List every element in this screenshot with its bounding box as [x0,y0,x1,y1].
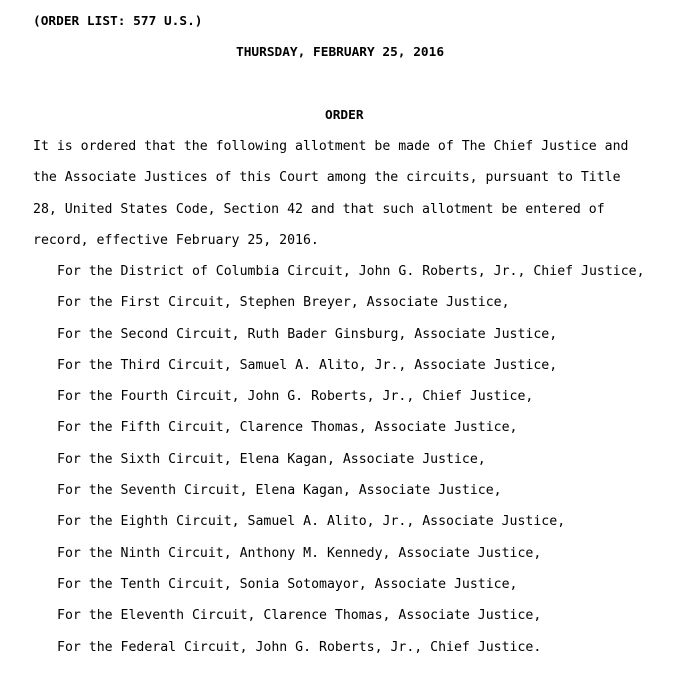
order-paragraph-line: It is ordered that the following allotment be made of The Chief Justice and [33,139,629,154]
allotment-line: For the Tenth Circuit, Sonia Sotomayor, Associate Justice, [57,577,518,592]
order-title: ORDER [325,108,364,123]
allotment-line: For the Sixth Circuit, Elena Kagan, Associate Justice, [57,452,486,467]
allotment-line: For the Seventh Circuit, Elena Kagan, Associate Justice, [57,483,502,498]
allotment-line: For the Eleventh Circuit, Clarence Thomas, Associate Justice, [57,608,542,623]
allotment-line: For the Ninth Circuit, Anthony M. Kennedy, Associate Justice, [57,546,542,561]
allotment-line: For the First Circuit, Stephen Breyer, Associate Justice, [57,295,510,310]
allotment-line: For the Third Circuit, Samuel A. Alito, Jr., Associate Justice, [57,358,558,373]
order-date: THURSDAY, FEBRUARY 25, 2016 [236,45,445,60]
order-paragraph-line: 28, United States Code, Section 42 and that such allotment be entered of [33,202,605,217]
allotment-line: For the Fourth Circuit, John G. Roberts, Jr., Chief Justice, [57,389,534,404]
allotment-line: For the Fifth Circuit, Clarence Thomas, Associate Justice, [57,420,518,435]
allotment-line: For the Eighth Circuit, Samuel A. Alito, Jr., Associate Justice, [57,514,566,529]
order-paragraph-line: the Associate Justices of this Court among the circuits, pursuant to Title [33,170,621,185]
allotment-line: For the District of Columbia Circuit, John G. Roberts, Jr., Chief Justice, [57,264,645,279]
order-paragraph-line: record, effective February 25, 2016. [33,233,319,248]
allotment-line: For the Second Circuit, Ruth Bader Ginsburg, Associate Justice, [57,327,558,342]
order-list-heading: (ORDER LIST: 577 U.S.) [33,14,203,29]
allotment-line: For the Federal Circuit, John G. Roberts, Jr., Chief Justice. [57,640,542,655]
